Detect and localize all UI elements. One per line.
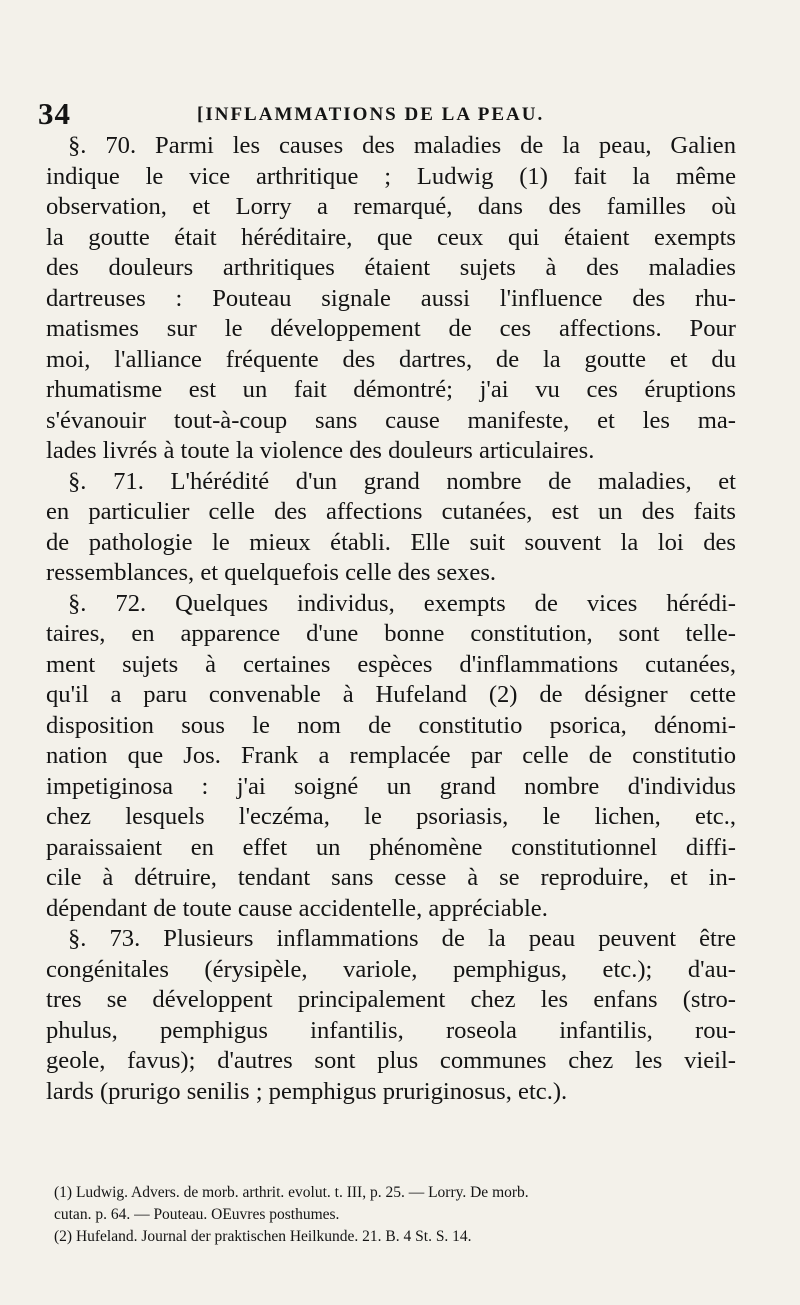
text-line: phulus, pemphigus infantilis, roseola infantilis, rou-	[46, 1016, 736, 1044]
text-line: ment sujets à certaines espèces d'inflammations cutanées,	[46, 650, 736, 678]
text-line: geole, favus); d'autres sont plus communes chez les vieil-	[46, 1047, 736, 1074]
text-line: lards (prurigo senilis ; pemphigus pruriginosus, etc.).	[46, 1077, 568, 1105]
text-line: en particulier celle des affections cutanées, est un des faits	[46, 498, 736, 525]
text-line: §. 73. Plusieurs inflammations de la peau peuvent être	[68, 925, 736, 952]
text-line: la goutte était héréditaire, que ceux qui étaient exempts	[46, 223, 736, 251]
text-line: §. 70. Parmi les causes des maladies de la peau, Galien	[68, 132, 736, 159]
footnote-line: (2) Hufeland. Journal der praktischen Heilkunde. 21. B. 4 St. S. 14.	[54, 1228, 472, 1245]
text-line: qu'il a paru convenable à Hufeland (2) de désigner cette	[46, 681, 736, 708]
text-line: taires, en apparence d'une bonne constitution, sont telle-	[46, 620, 736, 647]
text-line: nation que Jos. Frank a remplacée par celle de constitutio	[46, 742, 736, 769]
text-line: observation, et Lorry a remarqué, dans des familles où	[46, 193, 736, 220]
running-head: [INFLAMMATIONS DE LA PEAU.	[197, 104, 545, 125]
text-line: §. 72. Quelques individus, exempts de vices hérédi-	[68, 589, 736, 617]
text-line: §. 71. L'hérédité d'un grand nombre de maladies, et	[68, 467, 736, 495]
text-line: des douleurs arthritiques étaient sujets à des maladies	[46, 254, 736, 281]
text-line: moi, l'alliance fréquente des dartres, de la goutte et du	[46, 345, 736, 373]
page-header	[32, 96, 752, 136]
text-line: rhumatisme est un fait démontré; j'ai vu ces éruptions	[46, 376, 736, 403]
text-line: s'évanouir tout-à-coup sans cause manifeste, et les ma-	[46, 406, 736, 434]
text-line: dartreuses : Pouteau signale aussi l'influence des rhu-	[46, 284, 736, 312]
text-line: paraissaient en effet un phénomène constitutionnel diffi-	[46, 833, 736, 861]
text-line: chez lesquels l'eczéma, le psoriasis, le lichen, etc.,	[46, 803, 736, 830]
body-text	[46, 131, 736, 1107]
text-line: de pathologie le mieux établi. Elle suit souvent la loi des	[46, 528, 736, 556]
footnotes	[54, 1182, 734, 1248]
text-line: ressemblances, et quelquefois celle des sexes.	[46, 559, 497, 586]
text-line: congénitales (érysipèle, variole, pemphigus, etc.); d'au-	[46, 955, 736, 983]
text-line: impetiginosa : j'ai soigné un grand nombre d'individus	[46, 772, 736, 800]
page-number: 34	[38, 96, 71, 131]
text-line: cile à détruire, tendant sans cesse à se reproduire, et in-	[46, 864, 736, 891]
footnote-line: cutan. p. 64. — Pouteau. OEuvres posthumes.	[54, 1206, 340, 1223]
text-line: dépendant de toute cause accidentelle, appréciable.	[46, 894, 548, 922]
text-line: disposition sous le nom de constitutio psorica, dénomi-	[46, 711, 736, 739]
text-line: matismes sur le développement de ces affections. Pour	[46, 315, 736, 342]
text-line: indique le vice arthritique ; Ludwig (1) fait la même	[46, 162, 736, 190]
text-line: lades livrés à toute la violence des douleurs articulaires.	[46, 437, 595, 464]
footnote-line: (1) Ludwig. Advers. de morb. arthrit. evolut. t. III, p. 25. — Lorry. De morb.	[54, 1184, 529, 1201]
text-line: tres se développent principalement chez les enfans (stro-	[46, 986, 736, 1013]
